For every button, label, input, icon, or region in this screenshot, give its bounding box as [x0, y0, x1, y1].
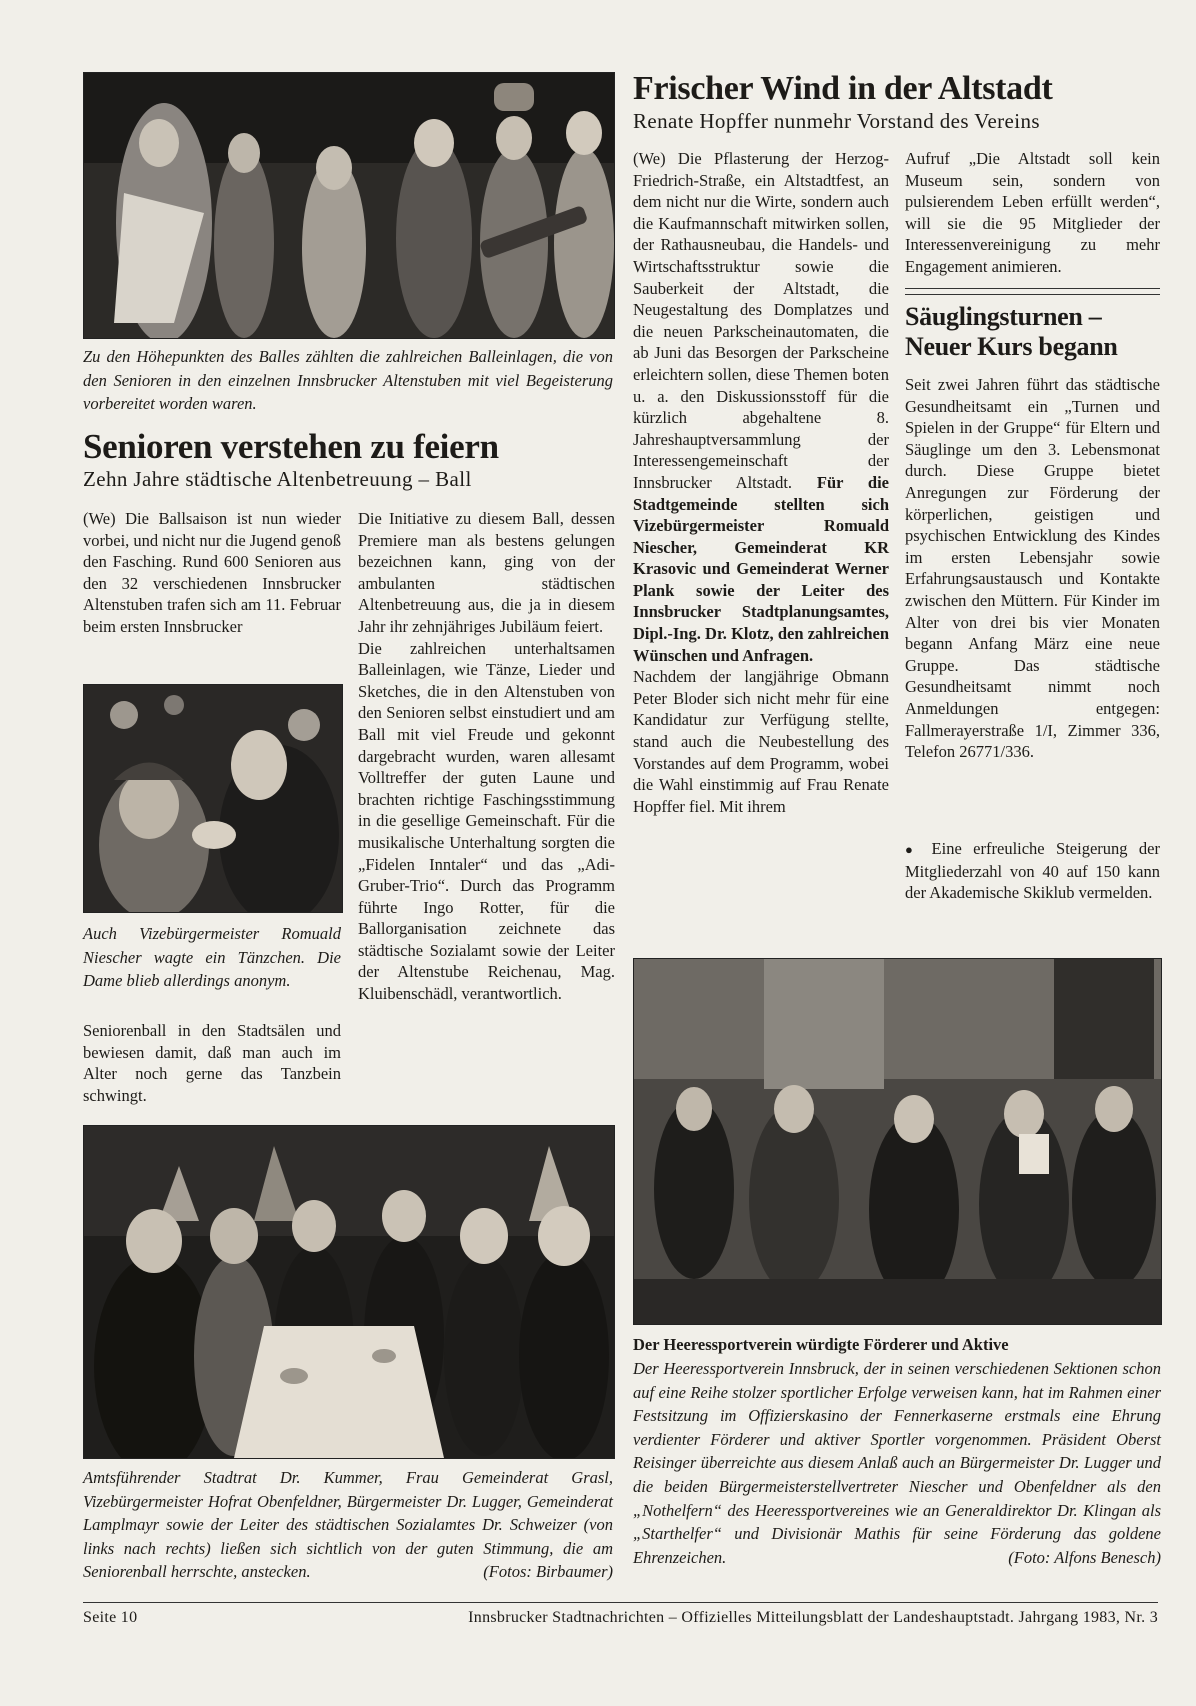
photo-officials-caption-block: [83, 1466, 613, 1584]
article-seniors-paragraph-1: (We) Die Ballsaison ist nun wieder vorbei, und nicht nur die Jugend genoß den Fasching. Rund 600 Senioren aus den 32 verschiedenen Innsbrucker Altenstuben trafen sich am 11. Februar beim ersten Innsbrucker: [83, 509, 341, 636]
article-seniors-col2: [358, 508, 615, 1005]
article-baby-gym-body: [905, 374, 1160, 763]
brief-ski-club-text: Eine erfreuliche Steigerung der Mitgliederzahl von 40 auf 150 kann der Akademische Skiklub vermelden.: [905, 839, 1160, 903]
article-altstadt-header: [633, 70, 1163, 134]
article-altstadt-headline: Frischer Wind in der Altstadt: [633, 70, 1053, 107]
article-altstadt-subheadline: Renate Hopffer nunmehr Vorstand des Vereins: [633, 109, 1040, 133]
article-seniors-header: [83, 428, 618, 492]
bullet-icon: ●: [905, 842, 921, 857]
article-altstadt-continuation: Aufruf „Die Altstadt soll kein Museum sein, sondern von pulsierendem Leben erfüllt werden“, will sie die 95 Mitglieder der Interessenvereinigung zu mehr Engagement animieren.: [905, 149, 1160, 276]
article-baby-gym-text: Seit zwei Jahren führt das städtische Gesundheitsamt ein „Turnen und Spielen in der Gruppe“ für Eltern und Säuglinge um den 3. Lebensmonat durch. Diese Gruppe bietet Anregungen zur Förderung der körperlichen, geistigen und psychischen Entwicklung des Kindes im ersten Lebensjahr sowie Erfahrungsaustausch und Kontakte zwischen den Müttern. Für Kinder im Alter von drei bis vier Monaten begann Anfang März eine neue Gruppe. Das städtische Gesundheitsamt nimmt noch Anmeldungen entgegen: Fallmerayerstraße 1/I, Zimmer 336, Telefon 26771/336.: [905, 375, 1160, 762]
article-altstadt-col2: [905, 148, 1160, 278]
photo-dance: [83, 684, 343, 913]
article-seniors-headline: Senioren verstehen zu feiern: [83, 427, 499, 466]
photo-army-sports-club: [633, 958, 1162, 1325]
brief-ski-club: [905, 838, 1160, 904]
publication-line: Innsbrucker Stadtnachrichten – Offizielles Mitteilungsblatt der Landeshauptstadt. Jahrgang 1983, Nr. 3: [468, 1609, 1158, 1626]
article-seniors-subheadline: Zehn Jahre städtische Altenbetreuung – Ball: [83, 467, 472, 491]
article-seniors-col1-top: [83, 508, 341, 638]
photo-officials-table: [83, 1125, 615, 1459]
article-altstadt-intro: (We) Die Pflasterung der Herzog-Friedrich-Straße, ein Altstadtfest, an dem nicht nur die Wirte, sondern auch die Kaufmannschaft mitwirken sollen, der Rathausneubau, die Handels- und Wirtschaftsstruktur sowie die Sauberkeit der Altstadt, die Neugestaltung des Domplatzes und die neuen Parkscheinautomaten, die ab Juni das Besorgen der Parkscheine erleichtern sollen, diese Themen boten u. a. den Diskussionsstoff für die kürzlich abgehaltene 8. Jahreshauptversammlung der Interessengemeinschaft der Innsbrucker Altstadt.: [633, 149, 889, 492]
article-seniors-paragraph-2: Die Initiative zu diesem Ball, dessen Premiere man als bestens gelungen bezeichnen kann, ging von der ambulanten städtischen Altenbetreuung aus, die ja in diesem Jahr ihr zehnjähriges Jubiläum feiert.: [358, 509, 615, 636]
article-altstadt-election: Nachdem der langjährige Obmann Peter Bloder sich nicht mehr für eine Kandidatur zur Verfügung stellte, stand auch die Neubestellung des Vorstandes auf dem Programm, wobei die Wahl einstimmig auf Frau Renate Hopffer fiel. Mit ihrem: [633, 667, 889, 816]
section-divider: [905, 288, 1160, 295]
article-altstadt-officials: Für die Stadtgemeinde stellten sich Vizebürgermeister Romuald Niescher, Gemeinderat KR Krasovic und Gemeinderat Werner Plank sowie der Leiter des Innsbrucker Stadtplanungsamtes, Dipl.-Ing. Dr. Klotz, den zahlreichen Wünschen und Anfragen.: [633, 472, 890, 665]
article-seniors-paragraph-1-cont: Seniorenball in den Stadtsälen und bewiesen damit, daß man auch im Alter noch gerne das Tanzbein schwingt.: [83, 1021, 341, 1105]
photo-army-caption: Der Heeressportverein Innsbruck, der in seinen verschiedenen Sektionen schon auf eine Reihe stolzer sportlicher Erfolge verweisen kann, hat im Rahmen einer Festsitzung im Offizierskasino der Fennerkaserne erstmals eine Ehrung verdienter Förderer und aktiver Sportler vorgenommen. Präsident Oberst Reisinger überreichte aus diesem Anlaß auch an Bürgermeister Dr. Lugger und die beiden Bürgermeisterstellvertreter Niescher und Obenfeldner als den „Nothelfern“ des Heeressportvereines wie an Generaldirektor Dr. Klingan als „Starthelfer“ und Divisionär Mathis für seine Förderung das goldene Ehrenzeichen.: [633, 1359, 1161, 1567]
photo-army-caption-block: [633, 1357, 1161, 1569]
article-altstadt-col1: [633, 148, 889, 817]
photo-ball-performers: [83, 72, 615, 339]
article-seniors-paragraph-3: Die zahlreichen unterhaltsamen Balleinlagen, wie Tänze, Lieder und Sketches, die in den Altenstuben von den Senioren selbst einstudiert und am Ball mit viel Freude und gekonnt dargebracht wurden, waren allesamt Volltreffer der guten Laune und brachten richtige Faschingsstimmung in die gesellige Gemeinschaft. Für die musikalische Unterhaltung sorgten die „Fidelen Inntaler“ und das „Adi-Gruber-Trio“. Durch das Programm führte Ingo Rotter, für die Ballorganisation zeichnete das städtische Sozialamt sowie der Leiter der Altenstube Reichenau, Mag. Kluibenschädl, verantwortlich.: [358, 638, 615, 1004]
photo-ball-performers-caption: Zu den Höhepunkten des Balles zählten die zahlreichen Balleinlagen, die von den Senioren in den einzelnen Innsbrucker Altenstuben mit viel Begeisterung vorbereitet worden waren.: [83, 347, 613, 414]
photo-officials-credit: (Fotos: Birbaumer): [483, 1562, 613, 1582]
photo-officials-caption: Amtsführender Stadtrat Dr. Kummer, Frau Gemeinderat Grasl, Vizebürgermeister Hofrat Obenfeldner, Bürgermeister Dr. Lugger, Gemeinderat Lamplmayr sowie der Leiter des städtischen Sozialamtes Dr. Schweizer (von links nach rechts) ließen sich sichtlich von der guten Stimmung, die am Seniorenball herrschte, anstecken.: [83, 1468, 613, 1582]
photo-army-credit: (Foto: Alfons Benesch): [1008, 1547, 1161, 1567]
photo-dance-caption: Auch Vizebürgermeister Romuald Niescher wagte ein Tänzchen. Die Dame blieb allerdings anonym.: [83, 924, 341, 991]
article-baby-gym-headline: Säuglingsturnen – Neuer Kurs begann: [905, 302, 1118, 361]
photo-army-title: Der Heeressportverein würdigte Förderer und Aktive: [633, 1335, 1009, 1354]
page-footer: [83, 1602, 1158, 1627]
article-seniors-col1-bottom: [83, 1020, 341, 1106]
page-number: Seite 10: [83, 1609, 138, 1626]
article-baby-gym-header: [905, 302, 1160, 362]
